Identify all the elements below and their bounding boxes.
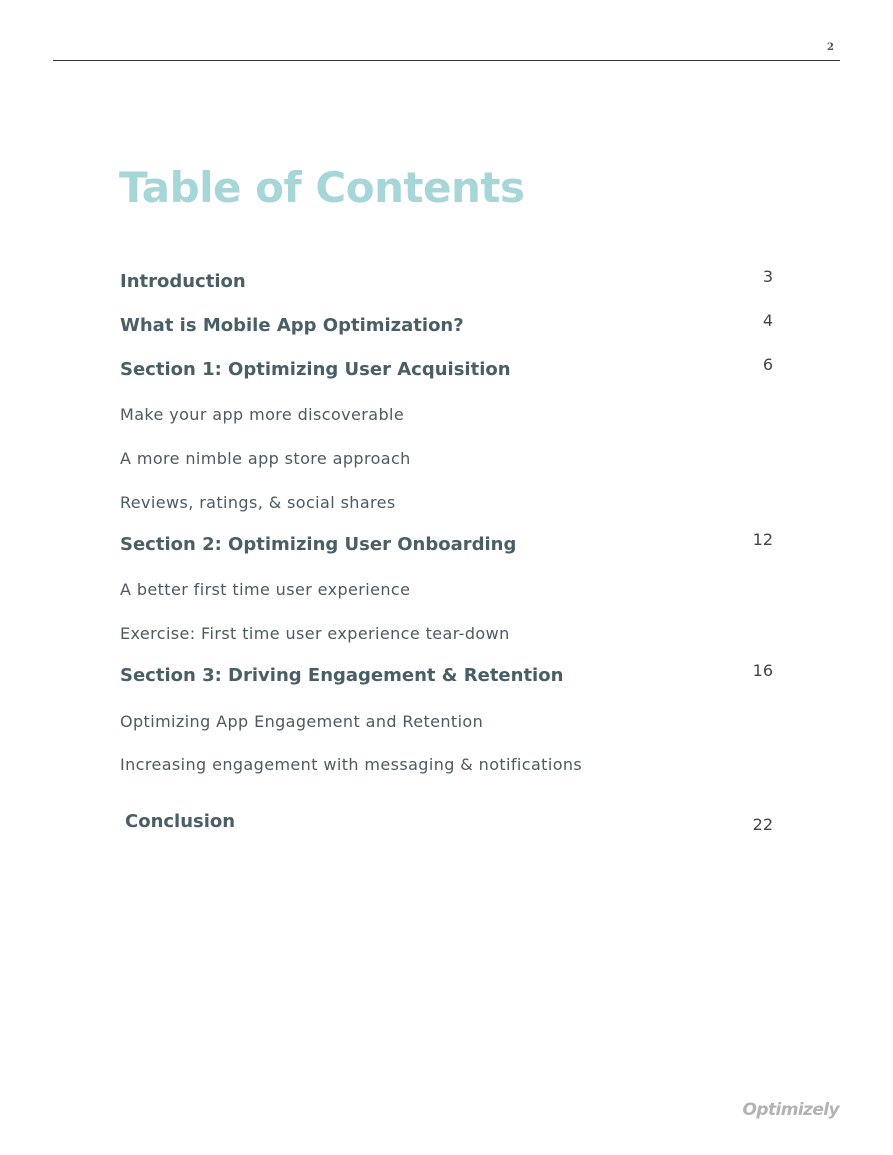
toc-entry-label: Section 1: Optimizing User Acquisition xyxy=(120,359,511,380)
toc-entry-label: Increasing engagement with messaging & notifications xyxy=(120,755,583,774)
toc-entry-label: Exercise: First time user experience tear-down xyxy=(120,624,510,643)
toc-subentry-app-store[interactable] xyxy=(120,449,780,479)
toc-entry-page: 12 xyxy=(752,530,773,549)
page-number: 2 xyxy=(827,42,834,53)
toc-entry-page: 4 xyxy=(762,311,773,330)
toc-entry-conclusion[interactable] xyxy=(125,811,780,841)
toc-entry-label: Section 3: Driving Engagement & Retention xyxy=(120,665,564,686)
toc-subentry-engagement-retention[interactable] xyxy=(120,712,780,742)
toc-subentry-reviews[interactable] xyxy=(120,493,780,523)
toc-subentry-messaging[interactable] xyxy=(120,755,780,785)
toc-entry-label: Introduction xyxy=(120,271,246,292)
toc-entry-label: A more nimble app store approach xyxy=(120,449,411,468)
toc-subentry-exercise[interactable] xyxy=(120,624,780,654)
toc-entry-label: What is Mobile App Optimization? xyxy=(120,315,464,336)
toc-entry-section-1[interactable] xyxy=(120,355,780,389)
toc-subentry-discoverable[interactable] xyxy=(120,405,780,435)
toc-entry-introduction[interactable] xyxy=(120,267,780,301)
toc-entry-section-3[interactable] xyxy=(120,661,780,695)
toc-entry-label: A better first time user experience xyxy=(120,580,411,599)
toc-entry-label: Section 2: Optimizing User Onboarding xyxy=(120,534,517,555)
toc-entry-label: Conclusion xyxy=(125,811,236,832)
toc-entry-page: 3 xyxy=(762,267,773,286)
toc-entry-label: Optimizing App Engagement and Retention xyxy=(120,712,484,731)
header-rule xyxy=(53,60,840,61)
toc-entry-section-2[interactable] xyxy=(120,530,780,564)
toc-entry-page: 16 xyxy=(752,661,773,680)
page-title: Table of Contents xyxy=(119,163,525,212)
toc-entry-label: Reviews, ratings, & social shares xyxy=(120,493,396,512)
toc-entry-page: 22 xyxy=(752,815,773,834)
optimizely-logo: Optimizely xyxy=(742,1100,839,1120)
toc-entry-what-is-optimization[interactable] xyxy=(120,311,780,345)
toc-subentry-first-time-ux[interactable] xyxy=(120,580,780,610)
toc-entry-label: Make your app more discoverable xyxy=(120,405,405,424)
toc-entry-page: 6 xyxy=(762,355,773,374)
